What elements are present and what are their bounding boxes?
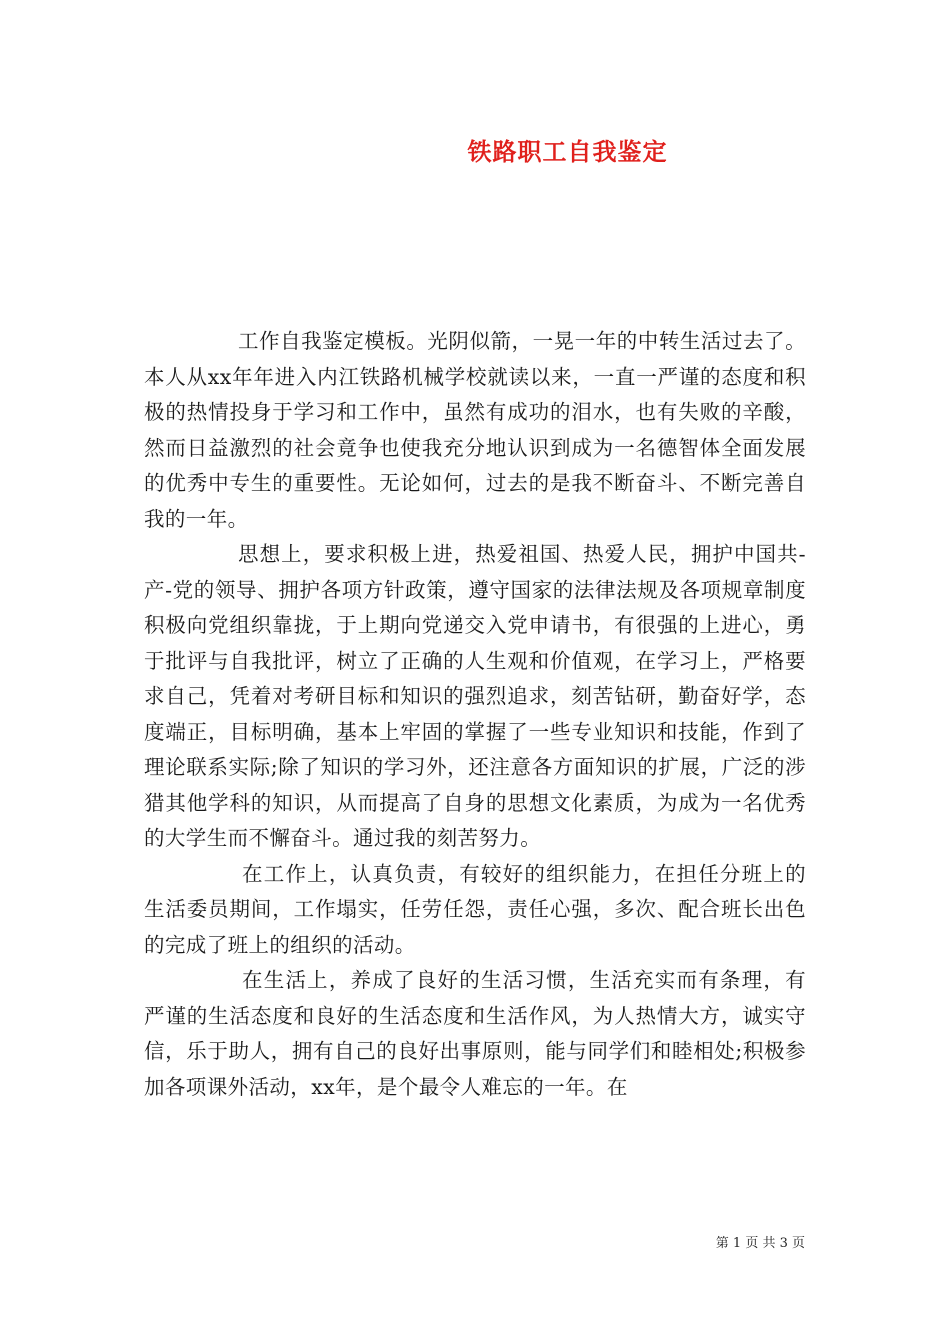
page-number-footer: 第 1 页 共 3 页 (715, 1236, 805, 1251)
paragraph-work: 在工作上，认真负责，有较好的组织能力，在担任分班上的生活委员期间，工作塌实，任劳任怨，责任心强，多次、配合班长出色的完成了班上的组织的活动。 (144, 861, 806, 957)
document-title: 铁路职工自我鉴定 (467, 137, 668, 166)
document-body (144, 324, 806, 1105)
paragraph-intro: 工作自我鉴定模板。光阴似箭，一晃一年的中转生活过去了。本人从xx年年进入内江铁路机械学校就读以来，一直一严谨的态度和积极的热情投身于学习和工作中，虽然有成功的泪水，也有失败的辛酸，然而日益激烈的社会竟争也使我充分地认识到成为一名德智体全面发展的优秀中专生的重要性。无论如何，过去的是我不断奋斗、不断完善自我的一年。 (144, 329, 806, 531)
paragraph-thought: 思想上，要求积极上进，热爱祖国、热爱人民，拥护中国共-产-党的领导、拥护各项方针政策，遵守国家的法律法规及各项规章制度积极向党组织靠拢，于上期向党递交入党申请书，有很强的上进心，勇于批评与自我批评，树立了正确的人生观和价值观，在学习上，严格要求自己，凭着对考研目标和知识的强烈追求，刻苦钻研，勤奋好学，态度端正，目标明确，基本上牢固的掌握了一些专业知识和技能，作到了理论联系实际;除了知识的学习外，还注意各方面知识的扩展，广泛的涉猎其他学科的知识，从而提高了自身的思想文化素质，为成为一名优秀的大学生而不懈奋斗。通过我的刻苦努力。 (144, 542, 806, 850)
paragraph-life: 在生活上，养成了良好的生活习惯，生活充实而有条理，有严谨的生活态度和良好的生活态度和生活作风，为人热情大方，诚实守信，乐于助人，拥有自己的良好出事原则，能与同学们和睦相处;积极参加各项课外活动，xx年，是个最令人难忘的一年。在 (144, 968, 806, 1099)
